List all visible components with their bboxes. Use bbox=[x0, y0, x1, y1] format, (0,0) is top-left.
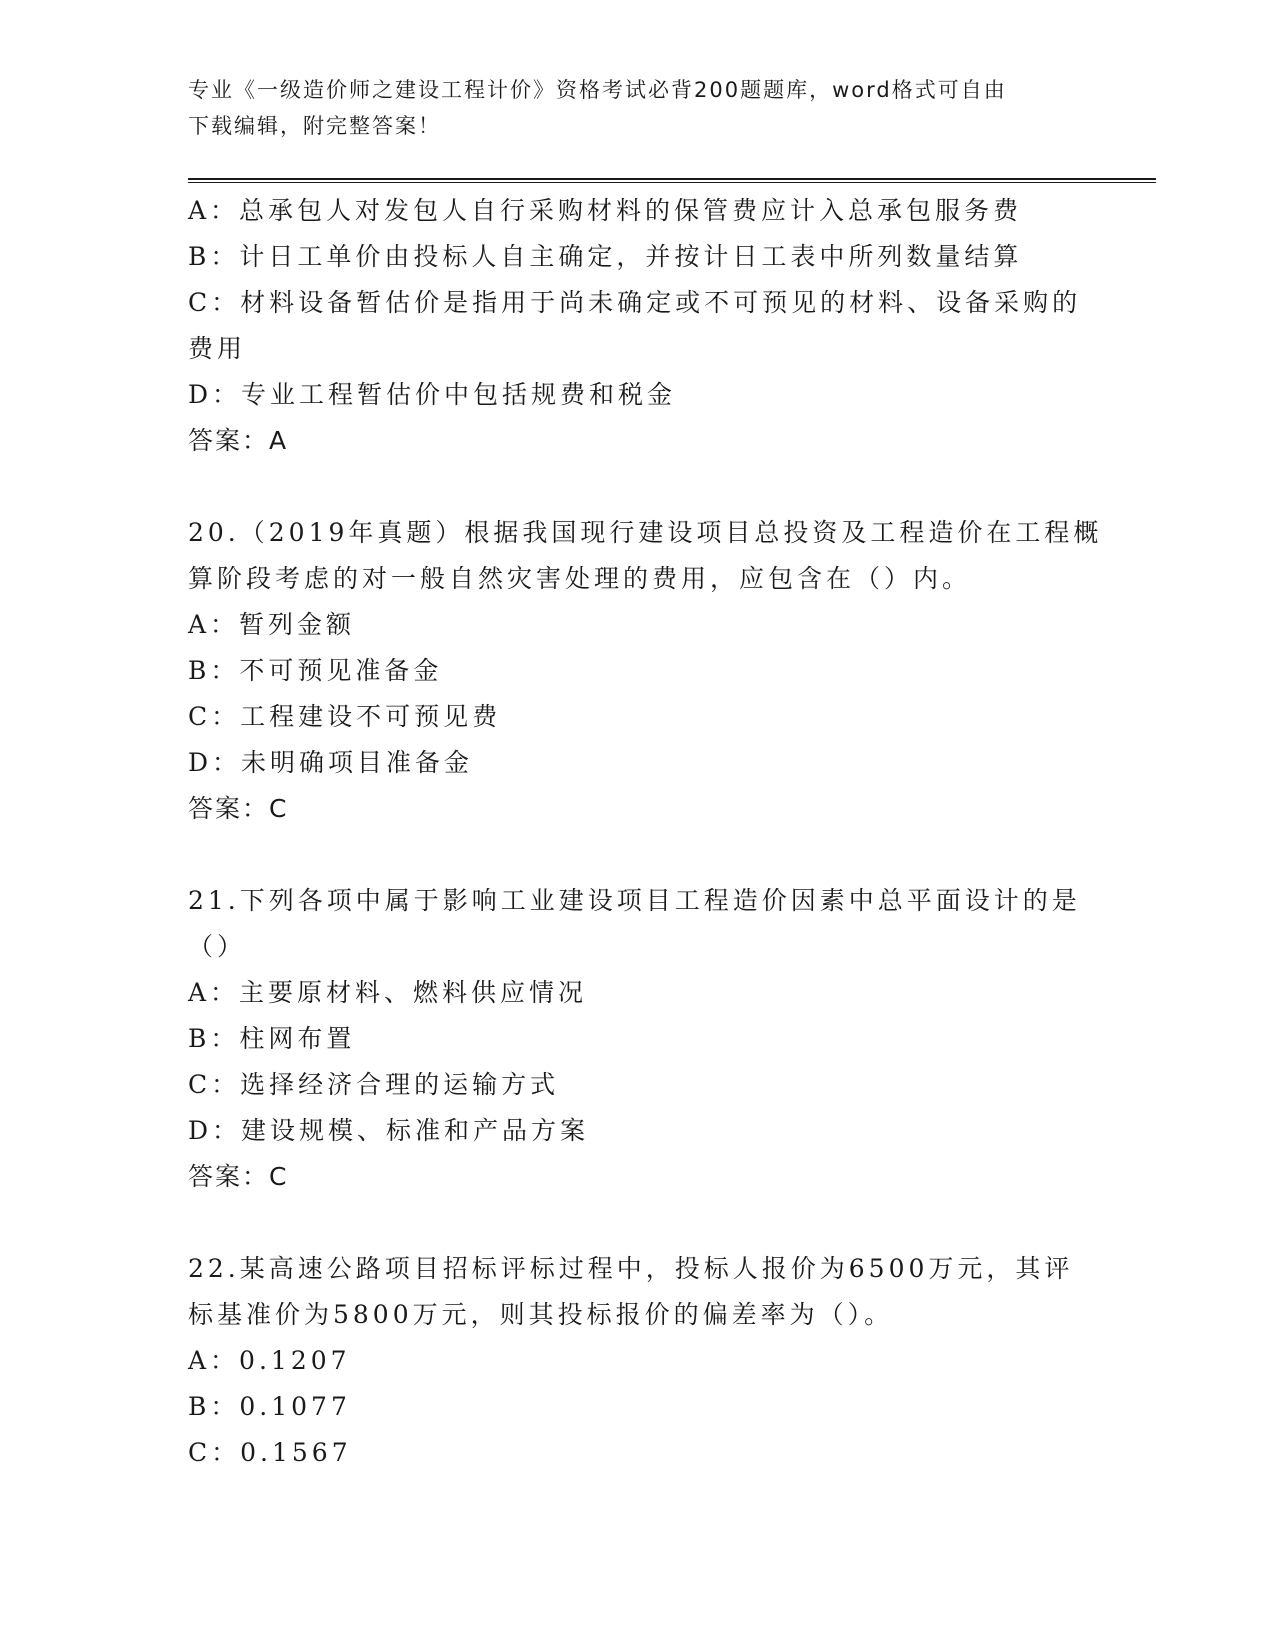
option-c: C：0.1567 bbox=[188, 1438, 352, 1467]
option-a: A：暂列金额 bbox=[188, 610, 356, 639]
option-b: B：柱网布置 bbox=[188, 1024, 356, 1053]
option-d: D：建设规模、标准和产品方案 bbox=[188, 1116, 590, 1145]
answer-label: 答案：A bbox=[188, 426, 289, 455]
question-stem: 22.某高速公路项目招标评标过程中，投标人报价为6500万元，其评 bbox=[188, 1254, 1074, 1283]
option-b: B：计日工单价由投标人自主确定，并按计日工表中所列数量结算 bbox=[188, 242, 1023, 271]
header-line-1: 专业《一级造价师之建设工程计价》资格考试必背200题题库，word格式可自由 bbox=[188, 78, 1007, 102]
option-a: A：主要原材料、燃料供应情况 bbox=[188, 978, 588, 1007]
option-c: C：选择经济合理的运输方式 bbox=[188, 1070, 560, 1099]
option-b: B：不可预见准备金 bbox=[188, 656, 443, 685]
question-list bbox=[188, 188, 1103, 1476]
option-b: B：0.1077 bbox=[188, 1392, 351, 1421]
question-stem-continuation: 算阶段考虑的对一般自然灾害处理的费用，应包含在（）内。 bbox=[188, 564, 972, 593]
header-divider bbox=[188, 178, 1156, 183]
option-a: A：0.1207 bbox=[188, 1346, 351, 1375]
spacer bbox=[188, 1200, 1088, 1246]
answer-label: 答案：C bbox=[188, 1162, 289, 1191]
question-stem-continuation: 标基准价为5800万元，则其投标报价的偏差率为（）。 bbox=[188, 1300, 894, 1329]
header-line-2: 下载编辑，附完整答案！ bbox=[188, 114, 441, 138]
option-c-continuation: 费用 bbox=[188, 334, 247, 363]
question-20 bbox=[188, 510, 1103, 832]
option-c: C：材料设备暂估价是指用于尚未确定或不可预见的材料、设备采购的 bbox=[188, 288, 1082, 317]
question-block-previous bbox=[188, 188, 1088, 464]
document-header bbox=[188, 72, 1068, 144]
spacer bbox=[188, 464, 1088, 510]
option-d: D：专业工程暂估价中包括规费和税金 bbox=[188, 380, 677, 409]
spacer bbox=[188, 832, 1088, 878]
answer-label: 答案：C bbox=[188, 794, 289, 823]
question-22 bbox=[188, 1246, 1088, 1476]
option-d: D：未明确项目准备金 bbox=[188, 748, 474, 777]
question-stem-continuation: （） bbox=[188, 932, 247, 961]
option-c: C：工程建设不可预见费 bbox=[188, 702, 502, 731]
question-stem: 21.下列各项中属于影响工业建设项目工程造价因素中总平面设计的是 bbox=[188, 886, 1081, 915]
question-21 bbox=[188, 878, 1088, 1200]
option-a: A：总承包人对发包人自行采购材料的保管费应计入总承包服务费 bbox=[188, 196, 1023, 225]
question-stem: 20.（2019年真题）根据我国现行建设项目总投资及工程造价在工程概 bbox=[188, 518, 1103, 547]
